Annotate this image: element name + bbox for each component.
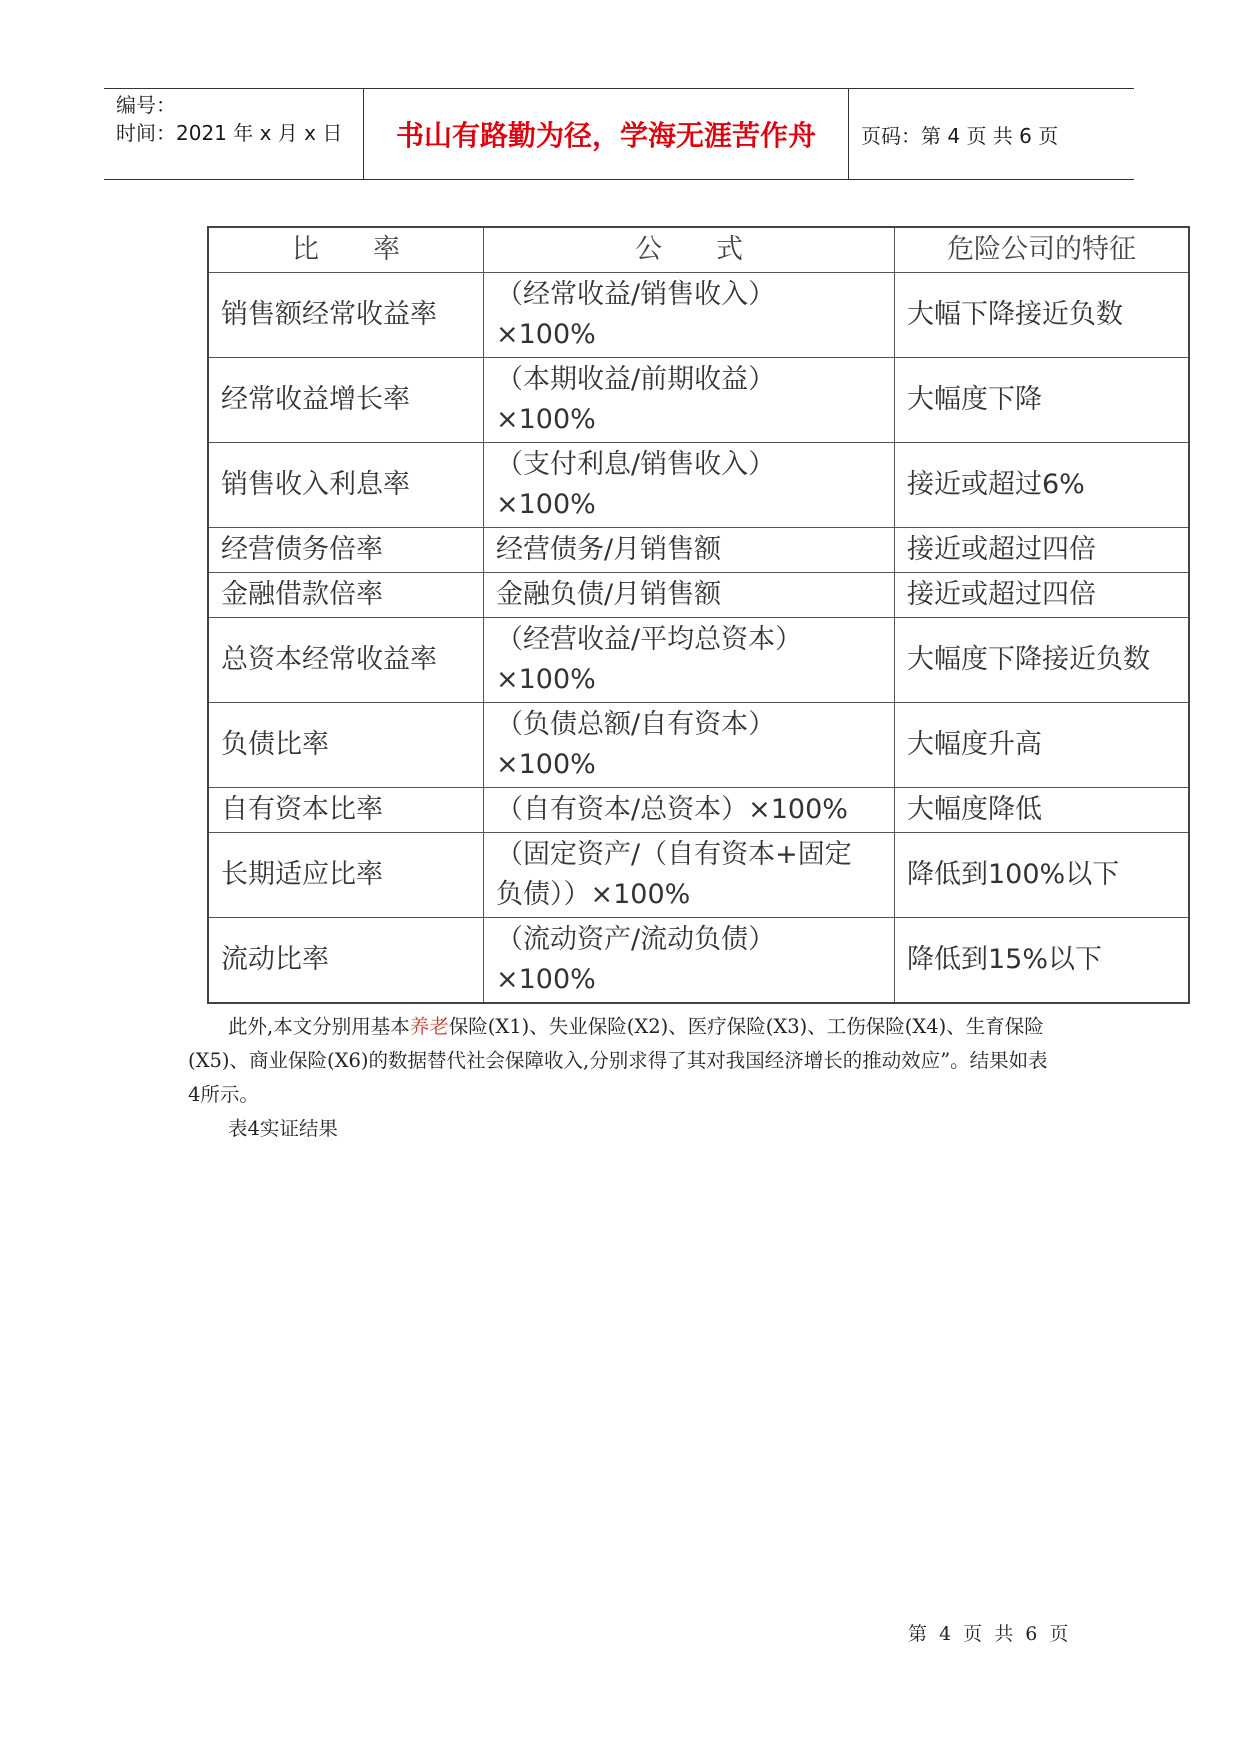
cell-feature: 降低到15%以下 (895, 918, 1190, 1004)
table-row (208, 618, 1189, 703)
header-motto: 书山有路勤为径，学海无涯苦作舟 (395, 119, 816, 152)
page-header (104, 88, 1134, 180)
cell-ratio: 经营债务倍率 (208, 528, 484, 573)
table-row (208, 703, 1189, 788)
cell-formula (484, 918, 895, 1004)
table-row (208, 833, 1189, 918)
cell-formula (484, 358, 895, 443)
formula-line: ×100% (496, 319, 596, 350)
table-row (208, 573, 1189, 618)
paragraph-text: 保险(X1)、失业保险(X2)、医疗保险(X3)、工伤保险(X4)、生育保险(X5)、商业保险(X6)的数据替代社会保障收入,分别求得了其对我国经济增长的推动效应”。结果如表4所示。 (188, 1015, 1048, 1106)
cell-ratio: 经常收益增长率 (208, 358, 484, 443)
table-caption: 表4实证结果 (228, 1117, 338, 1140)
table-row (208, 528, 1189, 573)
paragraph (188, 1010, 1048, 1112)
formula-line: ×100% (496, 964, 596, 995)
cell-feature: 大幅度降低 (895, 788, 1190, 833)
col-header-feature: 危险公司的特征 (895, 227, 1190, 273)
cell-formula (484, 273, 895, 358)
cell-ratio: 自有资本比率 (208, 788, 484, 833)
cell-formula (484, 703, 895, 788)
header-motto-cell (364, 89, 849, 179)
cell-ratio: 金融借款倍率 (208, 573, 484, 618)
cell-formula (484, 443, 895, 528)
cell-ratio: 负债比率 (208, 703, 484, 788)
cell-ratio: 销售收入利息率 (208, 443, 484, 528)
cell-formula (484, 833, 895, 918)
formula-line: （经常收益/销售收入） (496, 279, 776, 310)
cell-feature: 接近或超过四倍 (895, 528, 1190, 573)
cell-formula: 金融负债/月销售额 (484, 573, 895, 618)
ratio-table (207, 226, 1190, 1004)
cell-feature: 大幅下降接近负数 (895, 273, 1190, 358)
formula-line: ×100% (496, 664, 596, 695)
formula-line: （经营收益/平均总资本） (496, 624, 803, 655)
header-page-label: 页码：第 4 页 共 6 页 (861, 123, 1059, 148)
cell-feature: 接近或超过四倍 (895, 573, 1190, 618)
cell-formula (484, 618, 895, 703)
cell-formula: （自有资本/总资本）×100% (484, 788, 895, 833)
cell-formula: 经营债务/月销售额 (484, 528, 895, 573)
formula-line: ×100% (496, 749, 596, 780)
formula-line: 负债））×100% (496, 879, 691, 910)
doc-number-label: 编号： (116, 93, 176, 117)
table-row (208, 273, 1189, 358)
cell-feature: 接近或超过6% (895, 443, 1190, 528)
col-header-formula: 公 式 (484, 227, 895, 273)
highlight-text: 养老 (409, 1015, 449, 1038)
cell-ratio: 总资本经常收益率 (208, 618, 484, 703)
table-row (208, 358, 1189, 443)
cell-ratio: 流动比率 (208, 918, 484, 1004)
formula-line: （负债总额/自有资本） (496, 709, 776, 740)
doc-time-label: 时间：2021 年 x 月 x 日 (116, 121, 343, 145)
paragraph-text: 此外,本文分别用基本 (228, 1015, 410, 1038)
formula-line: （流动资产/流动负债） (496, 924, 776, 955)
table-row (208, 443, 1189, 528)
cell-feature: 大幅度下降 (895, 358, 1190, 443)
col-header-ratio: 比 率 (208, 227, 484, 273)
body-text (188, 1010, 1048, 1146)
cell-feature: 降低到100%以下 (895, 833, 1190, 918)
cell-ratio: 销售额经常收益率 (208, 273, 484, 358)
cell-feature: 大幅度升高 (895, 703, 1190, 788)
table-row (208, 918, 1189, 1004)
table-header-row (208, 227, 1189, 273)
formula-line: （本期收益/前期收益） (496, 364, 776, 395)
formula-line: （支付利息/销售收入） (496, 449, 776, 480)
cell-feature: 大幅度下降接近负数 (895, 618, 1190, 703)
header-meta (104, 89, 364, 179)
table-row (208, 788, 1189, 833)
cell-ratio: 长期适应比率 (208, 833, 484, 918)
formula-line: ×100% (496, 404, 596, 435)
formula-line: ×100% (496, 489, 596, 520)
page-footer: 第 4 页 共 6 页 (908, 1623, 1069, 1645)
formula-line: （固定资产/（自有资本+固定 (496, 839, 852, 870)
